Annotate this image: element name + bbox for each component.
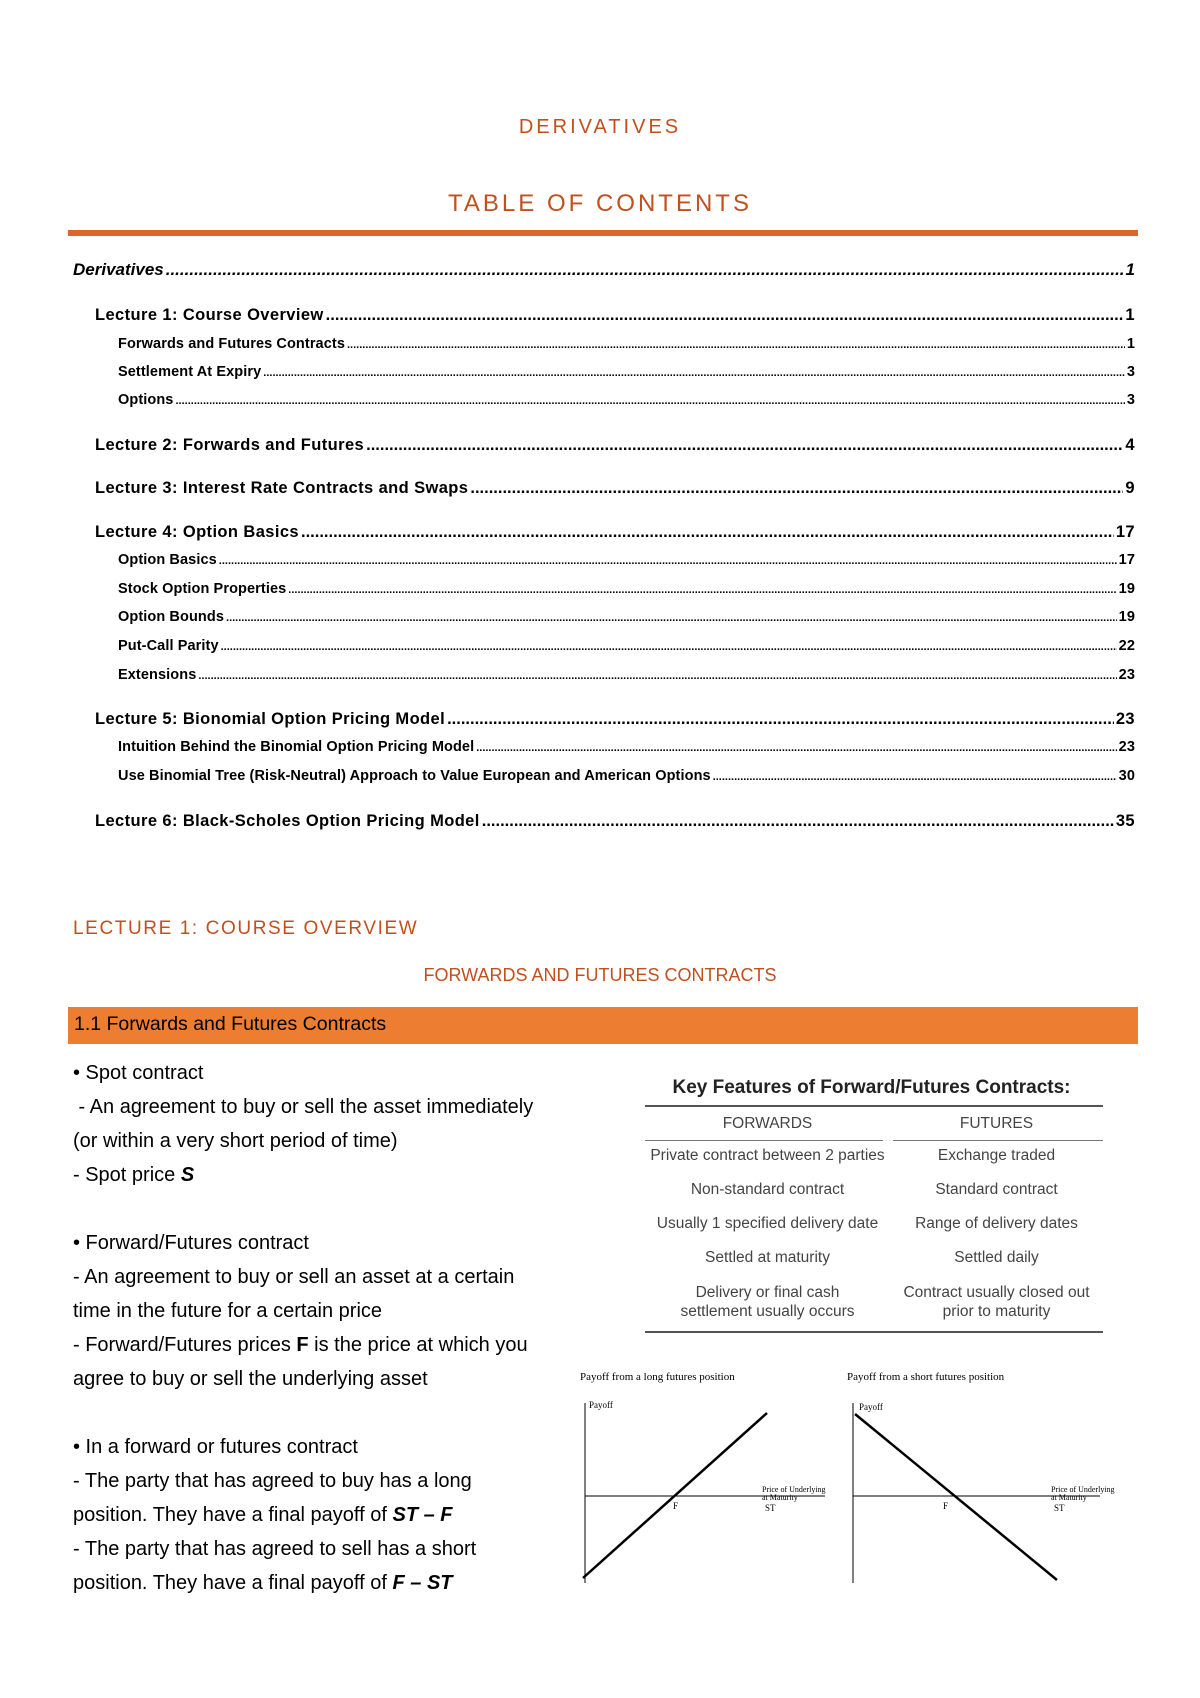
toc-entry-label: Lecture 4: Option Basics [95,523,299,541]
toc-leader [476,742,1116,754]
toc-leader [219,555,1117,567]
toc-entry-page: 1 [1125,306,1135,324]
short-x-label-2: at Maturity [1051,1493,1087,1502]
toc-entry-page: 19 [1118,581,1135,597]
short-payoff-line [855,1414,1057,1580]
toc-entry-label: Stock Option Properties [118,581,287,597]
toc-leader [366,436,1123,455]
toc-leader [326,306,1124,325]
toc-entry-page: 3 [1126,392,1135,408]
futures-column-header: FUTURES [959,1115,1034,1132]
toc-entry[interactable] [95,710,1135,729]
short-x-symbol: ST [1054,1503,1065,1513]
toc-entry-label: Lecture 6: Black-Scholes Option Pricing Model [95,812,480,830]
short-f-label: F [943,1501,949,1511]
toc-leader [482,812,1114,831]
spot-line: - An agreement to buy or sell the asset immediately [73,1096,534,1118]
long-line: - The party that has agreed to buy has a long [73,1470,472,1492]
toc-entry-label: Options [118,392,174,408]
toc-leader [221,641,1117,653]
long-x-label: Price of Underlying [762,1485,826,1494]
long-x-symbol: ST [765,1503,776,1513]
long-y-label: Payoff [589,1400,613,1410]
payoff-graphs [575,1368,1135,1588]
toc-entry[interactable] [95,436,1135,455]
section-bar [68,1007,1138,1044]
toc-entry-label: Option Basics [118,552,217,568]
short-payoff-graph [847,1371,1115,1583]
toc-entry[interactable] [118,552,1135,568]
key-features-title: Key Features of Forward/Futures Contracts: [672,1077,1071,1098]
toc-entry-page: 3 [1126,364,1135,380]
toc-entry-page: 22 [1118,638,1135,654]
toc-entry-page: 23 [1118,739,1135,755]
key-features-bottom-rule [645,1331,1103,1333]
key-features-top-rule [645,1105,1103,1107]
toc-entry-page: 35 [1115,812,1135,830]
toc-entry-label: Lecture 3: Interest Rate Contracts and Swaps [95,479,469,497]
toc-leader [226,612,1117,624]
toc-entry-label: Put-Call Parity [118,638,219,654]
toc-entry-label: Derivatives [73,260,164,279]
long-payoff-graph [580,1371,826,1583]
toc-entry-page: 23 [1118,667,1135,683]
short-line: - The party that has agreed to sell has a short [73,1538,477,1560]
short-x-label: Price of Underlying [1051,1485,1115,1494]
toc-entry[interactable] [95,812,1135,831]
toc-entry-label: Intuition Behind the Binomial Option Pricing Model [118,739,475,755]
short-y-label: Payoff [859,1402,883,1412]
toc-entry-label: Option Bounds [118,609,225,625]
section-bar-label: 1.1 Forwards and Futures Contracts [74,1013,387,1035]
toc-entry-page: 1 [1126,336,1135,352]
toc-divider [68,230,1138,236]
toc-leader [470,479,1123,498]
forward-price-line: - Forward/Futures prices F is the price at which you [73,1334,528,1356]
forward-line: - An agreement to buy or sell an asset at a certain [73,1266,515,1288]
long-payoff-line: position. They have a final payoff of ST – F [73,1504,453,1526]
short-graph-title: Payoff from a short futures position [847,1371,1005,1383]
key-features-figure: Key Features of Forward/Futures Contracts: FORWARDS FUTURES Private contract between 2 parties Exchange traded Non-standard contract Standard contract Usually 1 specified delivery date Range of delivery dates Settled at maturity Settled daily Delivery or final cash settlement usually occurs Contract usually closed out prior to maturity [640,1077,1103,1099]
toc-leader [713,771,1117,783]
spot-bullet: • Spot contract [73,1062,204,1084]
toc-entry-label: Forwards and Futures Contracts [118,336,345,352]
short-payoff-line: position. They have a final payoff of F – ST [73,1572,453,1594]
long-graph-title: Payoff from a long futures position [580,1371,735,1383]
body-text [73,1056,593,1600]
toc-leader [175,395,1124,407]
toc-entry-page: 4 [1125,436,1135,454]
toc-entry-label: Extensions [118,667,197,683]
forward-line: agree to buy or sell the underlying asset [73,1368,428,1390]
toc-leader [263,367,1125,379]
section-subheading: FORWARDS AND FUTURES CONTRACTS [423,965,777,985]
toc-entry[interactable] [118,336,1135,352]
forwards-column-header: FORWARDS [722,1115,813,1132]
document-title: DERIVATIVES [518,116,682,138]
toc-entry-page: 17 [1115,523,1135,541]
toc-entry[interactable] [118,739,1135,755]
toc-entry[interactable] [118,768,1135,784]
toc-entry-page: 1 [1125,260,1135,279]
forward-line: time in the future for a certain price [73,1300,383,1322]
toc-entry[interactable] [118,609,1135,625]
toc-entry-page: 9 [1125,479,1135,497]
toc-leader [347,339,1125,351]
long-x-label-2: at Maturity [762,1493,798,1502]
toc-leader [301,523,1114,542]
toc-leader [288,584,1116,596]
toc-entry[interactable] [118,392,1135,408]
contract-bullet: • In a forward or futures contract [73,1436,358,1458]
toc-entry[interactable] [95,523,1135,542]
toc-entry[interactable] [95,479,1135,498]
toc-entry[interactable] [73,260,1135,280]
toc-entry-page: 30 [1118,768,1135,784]
toc-entry-page: 17 [1118,552,1135,568]
toc-entry[interactable] [118,667,1135,683]
toc-entry[interactable] [95,306,1135,325]
long-f-label: F [673,1501,679,1511]
toc-entry-page: 23 [1115,710,1135,728]
toc-leader [198,670,1116,682]
toc-entry-label: Lecture 1: Course Overview [95,306,324,324]
toc-entry-label: Lecture 2: Forwards and Futures [95,436,365,454]
lecture-heading: LECTURE 1: COURSE OVERVIEW [73,918,419,939]
toc-entry[interactable] [118,581,1135,597]
forward-bullet: • Forward/Futures contract [73,1232,309,1254]
toc-entry[interactable] [118,364,1135,380]
spot-line: (or within a very short period of time) [73,1130,398,1152]
toc-heading: TABLE OF CONTENTS [448,190,752,217]
toc-entry-label: Settlement At Expiry [118,364,262,380]
toc-entry[interactable] [118,638,1135,654]
toc-leader [447,710,1114,729]
toc-entry-label: Use Binomial Tree (Risk-Neutral) Approach to Value European and American Options [118,768,711,784]
spot-price-line: - Spot price S [73,1164,195,1186]
toc-entry-page: 19 [1118,609,1135,625]
toc-entry-label: Lecture 5: Bionomial Option Pricing Model [95,710,446,728]
toc-leader [166,260,1124,280]
